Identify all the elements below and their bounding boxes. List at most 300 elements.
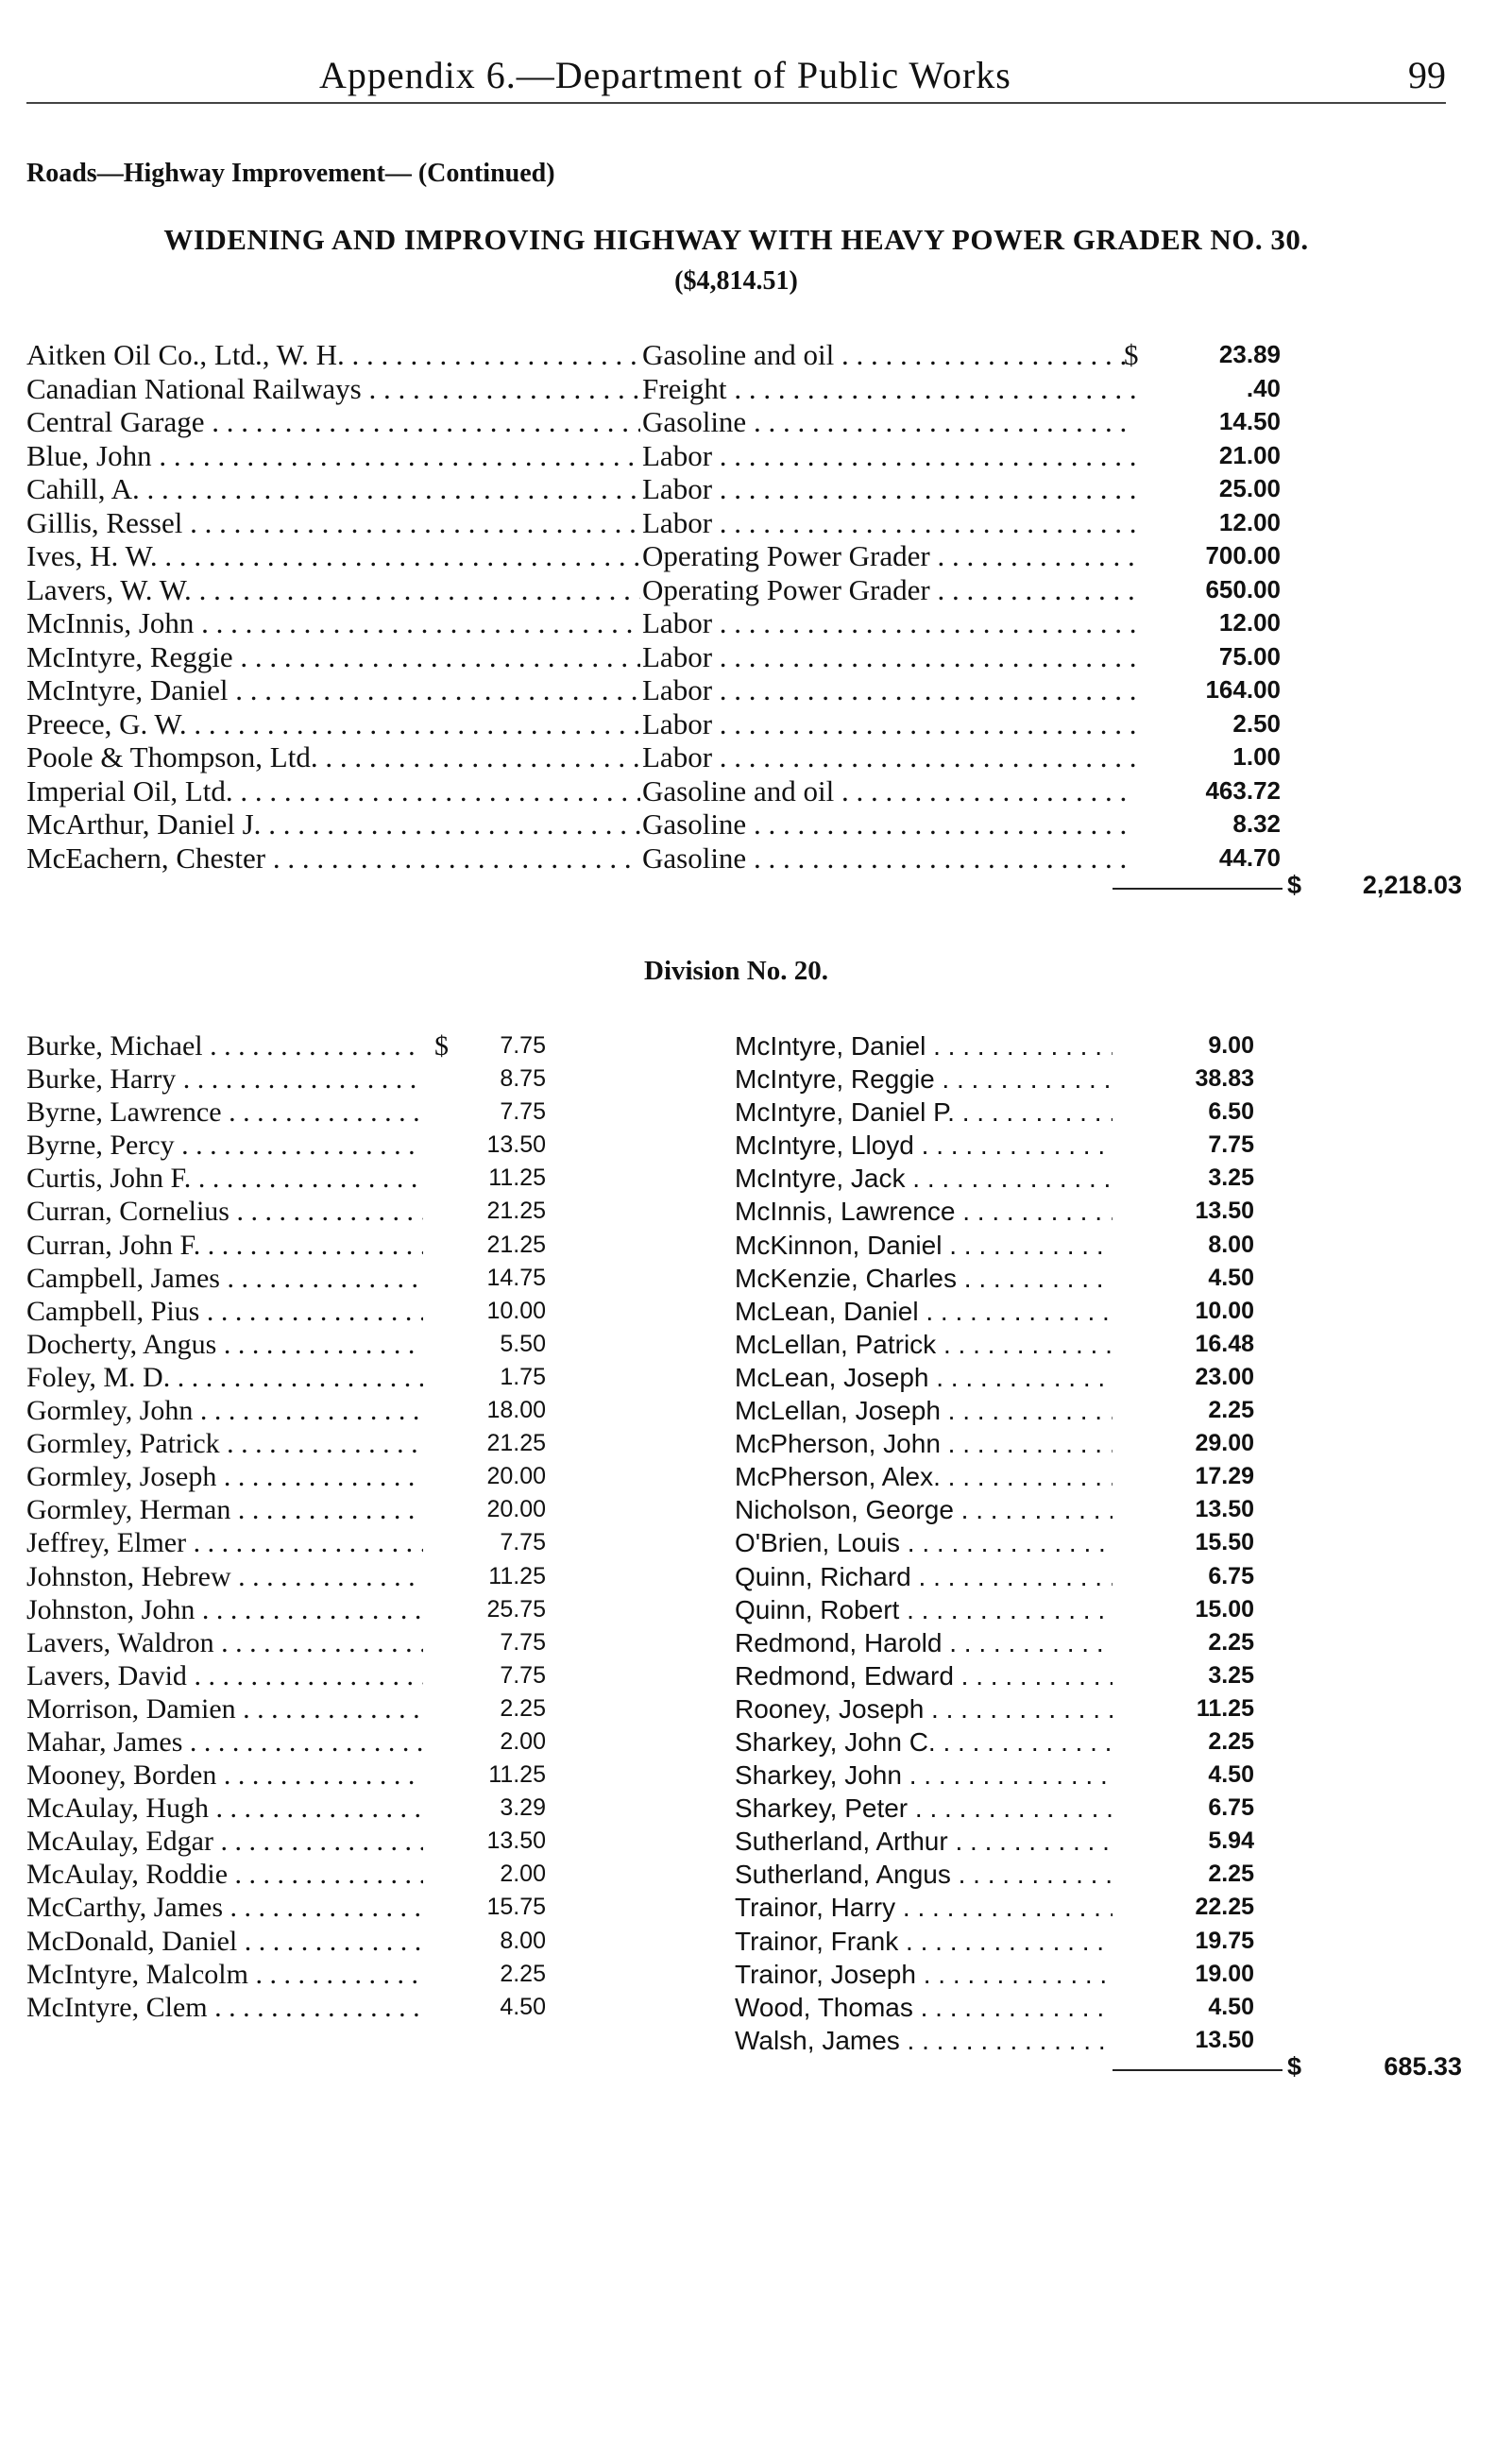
name-cell	[735, 1328, 1113, 1361]
person-name: Redmond, Edward	[735, 1660, 954, 1691]
amount: 7.75	[1208, 1131, 1254, 1159]
name-cell	[26, 1062, 423, 1096]
name-cell	[735, 1958, 1113, 1991]
payee	[26, 707, 640, 741]
table-row	[26, 606, 1443, 640]
person-name: Curtis, John F.	[26, 1163, 192, 1195]
amount: 13.50	[1195, 1198, 1254, 1225]
amount: 14.50	[1218, 407, 1281, 435]
person-name: Jeffrey, Elmer	[26, 1527, 187, 1559]
payee	[26, 405, 640, 439]
list-item	[26, 1493, 555, 1526]
amount: 15.50	[1195, 1529, 1254, 1556]
table-row	[26, 740, 1443, 774]
list-item	[26, 1858, 555, 1891]
table-row	[26, 372, 1443, 406]
amount: 20.00	[486, 1463, 546, 1490]
list-item	[26, 1725, 555, 1759]
list-item	[26, 1460, 555, 1493]
list-item	[26, 1825, 555, 1858]
name-cell	[735, 1460, 1113, 1493]
table-row	[26, 539, 1443, 573]
section-title: Roads—Highway Improvement—	[26, 159, 412, 188]
list-item	[26, 1958, 555, 1991]
payee	[26, 673, 640, 707]
person-name: Trainor, Joseph	[735, 1959, 916, 1989]
name-cell	[26, 1493, 423, 1526]
project-amount: ($4,814.51)	[674, 266, 798, 296]
payee-name: McIntyre, Daniel	[26, 673, 229, 706]
total-rule	[1113, 888, 1283, 890]
project-title: WIDENING AND IMPROVING HIGHWAY WITH HEAVY POWER GRADER NO. 30.	[163, 223, 1309, 256]
table-row	[26, 841, 1443, 875]
person-name: Johnston, John	[26, 1593, 195, 1625]
amount: 12.00	[1218, 507, 1281, 536]
list-item	[26, 1626, 555, 1659]
person-name: Mooney, Borden	[26, 1759, 217, 1792]
name-cell	[735, 1162, 1113, 1195]
list-item	[735, 1891, 1264, 1924]
person-name: Sharkey, Peter	[735, 1793, 909, 1824]
amount: 18.00	[486, 1397, 546, 1424]
amount: 11.25	[488, 1164, 546, 1192]
amount: 14.75	[486, 1264, 546, 1291]
item-description: Freight	[642, 371, 727, 405]
page-number: 99	[1408, 54, 1446, 96]
person-name: Byrne, Lawrence	[26, 1096, 222, 1129]
person-name: McLean, Daniel	[735, 1296, 919, 1326]
name-cell	[26, 1659, 423, 1692]
person-name: McInnis, Lawrence	[735, 1197, 956, 1227]
item	[642, 774, 1135, 808]
item	[642, 807, 1135, 841]
amount: 2.25	[1208, 1397, 1254, 1424]
item	[642, 472, 1135, 506]
person-name: McDonald, Daniel	[26, 1925, 238, 1957]
table-row	[26, 673, 1443, 707]
name-cell	[735, 1792, 1113, 1825]
payee	[26, 506, 640, 540]
list-item	[735, 1858, 1264, 1891]
list-item	[735, 1096, 1264, 1129]
name-cell	[26, 1096, 423, 1129]
amount: 2.00	[500, 1861, 546, 1888]
person-name: Foley, M. D.	[26, 1361, 171, 1393]
name-cell	[26, 1162, 423, 1195]
division-total-dollar-sign: $	[1287, 2052, 1302, 2081]
list-item	[26, 1891, 555, 1924]
payee	[26, 606, 640, 640]
payee	[26, 372, 640, 406]
name-cell	[735, 1229, 1113, 1262]
name-cell	[735, 1825, 1113, 1858]
payee-name: Central Garage	[26, 405, 205, 438]
list-item	[735, 1361, 1264, 1394]
name-cell	[26, 1427, 423, 1460]
payee	[26, 472, 640, 506]
person-name: Gormley, Patrick	[26, 1428, 220, 1460]
name-cell	[735, 1659, 1113, 1692]
list-item	[735, 1029, 1264, 1062]
person-name: Rooney, Joseph	[735, 1693, 925, 1724]
division-total-rule	[1113, 2069, 1283, 2071]
project-total: 2,218.03	[1362, 871, 1462, 899]
total-dollar-sign: $	[1287, 871, 1302, 899]
amount: 11.25	[488, 1562, 546, 1589]
name-cell	[26, 1958, 423, 1991]
list-item	[735, 1626, 1264, 1659]
person-name: Mahar, James	[26, 1725, 183, 1758]
item	[642, 506, 1135, 540]
item	[642, 338, 1135, 372]
project-total-row	[26, 871, 1462, 909]
amount: 13.50	[486, 1827, 546, 1855]
amount: 8.00	[1208, 1231, 1254, 1258]
name-cell	[735, 1394, 1113, 1427]
person-name: McIntyre, Malcolm	[26, 1958, 248, 1990]
table-row	[26, 338, 1443, 372]
person-name: McKenzie, Charles	[735, 1263, 957, 1293]
list-item	[735, 1825, 1264, 1858]
list-item	[26, 1427, 555, 1460]
list-item	[735, 1692, 1264, 1725]
item	[642, 740, 1135, 774]
name-cell	[26, 1759, 423, 1792]
item-description: Labor	[642, 606, 713, 639]
name-cell	[735, 1262, 1113, 1295]
list-item	[26, 1593, 555, 1626]
list-item	[26, 1692, 555, 1725]
list-item	[735, 1394, 1264, 1427]
list-item	[735, 1427, 1264, 1460]
amount: 15.75	[486, 1894, 546, 1921]
payee	[26, 573, 640, 607]
person-name: McIntyre, Daniel	[735, 1031, 926, 1061]
item-description: Labor	[642, 472, 713, 505]
list-item	[26, 1991, 555, 2024]
list-item	[735, 1958, 1264, 1991]
division-total: 685.33	[1384, 2052, 1462, 2081]
name-cell	[26, 1029, 423, 1062]
person-name: Morrison, Damien	[26, 1692, 236, 1725]
table-row	[26, 573, 1443, 607]
list-item	[26, 1129, 555, 1162]
name-cell	[26, 1361, 423, 1394]
person-name: McLellan, Joseph	[735, 1396, 941, 1426]
payee-name: McInnis, John	[26, 606, 195, 639]
payee-name: Canadian National Railways	[26, 371, 362, 405]
amount: 6.50	[1208, 1098, 1254, 1126]
amount: 463.72	[1205, 775, 1281, 805]
list-item	[26, 1361, 555, 1394]
name-cell	[26, 1858, 423, 1891]
person-name: McPherson, John	[735, 1429, 941, 1459]
list-item	[735, 1162, 1264, 1195]
list-item	[26, 1229, 555, 1262]
name-cell	[26, 1195, 423, 1228]
amount: 2.50	[1232, 708, 1281, 738]
amount: 29.00	[1195, 1430, 1254, 1457]
list-item	[735, 1593, 1264, 1626]
amount: 4.50	[1208, 1993, 1254, 2020]
payee-name: Lavers, W. W.	[26, 572, 192, 606]
amount: 13.50	[1195, 1496, 1254, 1523]
name-cell	[735, 1991, 1113, 2024]
list-item	[26, 1925, 555, 1958]
person-name: Lavers, Waldron	[26, 1626, 214, 1658]
payee-name: Aitken Oil Co., Ltd., W. H.	[26, 338, 345, 371]
person-name: McIntyre, Jack	[735, 1164, 906, 1194]
expenditure-table	[26, 338, 1443, 875]
amount: 25.75	[486, 1595, 546, 1623]
amount: 22.25	[1195, 1894, 1254, 1921]
person-name: McCarthy, James	[26, 1892, 224, 1924]
item-description: Gasoline and oil	[642, 338, 835, 371]
item	[642, 439, 1135, 473]
person-name: Wood, Thomas	[735, 1992, 913, 2022]
person-name: Sutherland, Arthur	[735, 1827, 948, 1857]
amount: 44.70	[1218, 842, 1281, 872]
list-item	[26, 1062, 555, 1096]
amount: 4.50	[500, 1993, 546, 2020]
item	[642, 640, 1135, 674]
amount: 11.25	[1196, 1694, 1254, 1722]
name-cell	[735, 1062, 1113, 1096]
person-name: McLean, Joseph	[735, 1362, 929, 1392]
name-cell	[735, 1692, 1113, 1725]
person-name: McAulay, Edgar	[26, 1826, 213, 1858]
list-item	[735, 1129, 1264, 1162]
person-name: McIntyre, Reggie	[735, 1064, 935, 1095]
person-name: McIntyre, Daniel P.	[735, 1097, 955, 1128]
name-cell	[26, 1129, 423, 1162]
item-description: Labor	[642, 706, 713, 740]
person-name: Gormley, Herman	[26, 1494, 231, 1526]
name-cell	[735, 1593, 1113, 1626]
person-name: Quinn, Richard	[735, 1561, 911, 1591]
person-name: McIntyre, Clem	[26, 1991, 208, 2023]
person-name: McAulay, Hugh	[26, 1793, 210, 1825]
name-cell	[735, 1427, 1113, 1460]
amount: 6.75	[1208, 1562, 1254, 1589]
amount: 5.94	[1208, 1827, 1254, 1855]
list-item	[735, 1560, 1264, 1593]
item-description: Gasoline and oil	[642, 773, 835, 807]
person-name: Docherty, Angus	[26, 1328, 217, 1360]
name-cell	[26, 1825, 423, 1858]
amount: 21.00	[1218, 440, 1281, 469]
name-cell	[26, 1991, 423, 2024]
payee-name: McIntyre, Reggie	[26, 639, 233, 673]
payee-name: Blue, John	[26, 438, 152, 472]
person-name: Burke, Harry	[26, 1063, 177, 1096]
name-cell	[26, 1626, 423, 1659]
amount: 38.83	[1195, 1065, 1254, 1093]
payee-name: Preece, G. W.	[26, 706, 187, 740]
amount: .40	[1246, 373, 1281, 402]
amount: 7.75	[500, 1661, 546, 1689]
payee	[26, 439, 640, 473]
name-cell	[735, 1925, 1113, 1958]
payee-name: Poole & Thompson, Ltd.	[26, 740, 318, 773]
amount: 650.00	[1205, 574, 1281, 603]
amount: 23.00	[1195, 1363, 1254, 1390]
item	[642, 606, 1135, 640]
name-cell	[26, 1229, 423, 1262]
amount: 8.75	[500, 1065, 546, 1093]
item-description: Labor	[642, 740, 713, 773]
list-item	[735, 1328, 1264, 1361]
amount: 12.00	[1218, 608, 1281, 637]
payee-name: McEachern, Chester	[26, 841, 266, 875]
amount: 2.25	[1208, 1861, 1254, 1888]
name-cell	[735, 1096, 1113, 1129]
amount: 20.00	[486, 1496, 546, 1523]
table-row	[26, 640, 1443, 674]
person-name: Redmond, Harold	[735, 1627, 943, 1657]
item-description: Labor	[642, 438, 713, 472]
list-item	[735, 1925, 1264, 1958]
amount: 2.25	[1208, 1727, 1254, 1755]
person-name: Campbell, Pius	[26, 1295, 200, 1327]
name-cell	[26, 1692, 423, 1725]
name-cell	[735, 1361, 1113, 1394]
amount: 7.75	[500, 1032, 546, 1059]
list-item	[735, 1659, 1264, 1692]
name-cell	[26, 1925, 423, 1958]
list-item	[735, 1526, 1264, 1559]
amount: 2.25	[500, 1960, 546, 1987]
list-item	[735, 1792, 1264, 1825]
dollar-sign: $	[1124, 338, 1139, 371]
division-total-row	[26, 2052, 1462, 2090]
name-cell	[26, 1792, 423, 1825]
amount: 10.00	[486, 1297, 546, 1324]
name-cell	[26, 1560, 423, 1593]
name-cell	[735, 1725, 1113, 1759]
amount: 1.75	[500, 1363, 546, 1390]
person-name: Walsh, James	[735, 2025, 900, 2055]
name-cell	[735, 1626, 1113, 1659]
amount: 2.25	[1208, 1628, 1254, 1656]
division-right-column	[735, 1029, 1264, 2057]
table-row	[26, 774, 1443, 808]
amount: 3.25	[1208, 1661, 1254, 1689]
item	[642, 573, 1135, 607]
item	[642, 405, 1135, 439]
amount: 21.25	[486, 1430, 546, 1457]
person-name: Johnston, Hebrew	[26, 1560, 231, 1592]
amount: 8.32	[1232, 809, 1281, 838]
person-name: Curran, John F.	[26, 1229, 201, 1261]
list-item	[735, 1759, 1264, 1792]
item	[642, 841, 1135, 875]
person-name: McKinnon, Daniel	[735, 1230, 943, 1260]
item-description: Gasoline	[642, 405, 747, 438]
amount: 25.00	[1218, 474, 1281, 502]
name-cell	[26, 1295, 423, 1328]
payee-name: Imperial Oil, Ltd.	[26, 773, 233, 807]
list-item	[735, 1493, 1264, 1526]
person-name: Sharkey, John C.	[735, 1726, 936, 1757]
payee	[26, 640, 640, 674]
person-name: Sutherland, Angus	[735, 1860, 951, 1890]
person-name: Gormley, Joseph	[26, 1461, 217, 1493]
list-item	[26, 1029, 555, 1062]
item-description: Operating Power Grader	[642, 539, 930, 572]
amount: 7.75	[500, 1628, 546, 1656]
person-name: McAulay, Roddie	[26, 1859, 229, 1891]
name-cell	[735, 1295, 1113, 1328]
payee	[26, 774, 640, 808]
list-item	[735, 1295, 1264, 1328]
amount: 13.50	[1195, 2026, 1254, 2053]
amount: 2.00	[500, 1727, 546, 1755]
table-row	[26, 807, 1443, 841]
amount: 2.25	[500, 1694, 546, 1722]
amount: 10.00	[1195, 1297, 1254, 1324]
continued-label: (Continued)	[417, 159, 555, 188]
person-name: Trainor, Harry	[735, 1893, 896, 1923]
payee	[26, 841, 640, 875]
payee	[26, 807, 640, 841]
name-cell	[735, 1891, 1113, 1924]
item-description: Labor	[642, 673, 713, 706]
name-cell	[26, 1460, 423, 1493]
person-name: Nicholson, George	[735, 1495, 954, 1525]
name-cell	[735, 1858, 1113, 1891]
name-cell	[735, 1526, 1113, 1559]
list-item	[735, 1195, 1264, 1228]
name-cell	[26, 1725, 423, 1759]
table-row	[26, 506, 1443, 540]
list-item	[26, 1792, 555, 1825]
list-item	[735, 1262, 1264, 1295]
list-item	[26, 1162, 555, 1195]
name-cell	[735, 1560, 1113, 1593]
person-name: Gormley, John	[26, 1395, 194, 1427]
list-item	[26, 1195, 555, 1228]
item-description: Labor	[642, 505, 713, 539]
amount: 4.50	[1208, 1761, 1254, 1789]
name-cell	[26, 1526, 423, 1559]
amount: 15.00	[1195, 1595, 1254, 1623]
payee	[26, 539, 640, 573]
list-item	[735, 1062, 1264, 1096]
list-item	[26, 1394, 555, 1427]
amount: 3.25	[1208, 1164, 1254, 1192]
amount: 19.75	[1195, 1927, 1254, 1954]
amount: 9.00	[1208, 1032, 1254, 1059]
list-item	[26, 1328, 555, 1361]
name-cell	[735, 1759, 1113, 1792]
amount: 1.00	[1232, 742, 1281, 771]
item	[642, 539, 1135, 573]
payee	[26, 740, 640, 774]
name-cell	[26, 1262, 423, 1295]
amount: 164.00	[1205, 675, 1281, 704]
name-cell	[26, 1394, 423, 1427]
amount: 7.75	[500, 1529, 546, 1556]
table-row	[26, 707, 1443, 741]
list-item	[26, 1295, 555, 1328]
person-name: McPherson, Alex.	[735, 1462, 941, 1492]
amount: 17.29	[1195, 1463, 1254, 1490]
payee-name: McArthur, Daniel J.	[26, 807, 262, 841]
person-name: Byrne, Percy	[26, 1130, 175, 1162]
division-left-column	[26, 1029, 555, 2024]
amount: 11.25	[488, 1761, 546, 1789]
